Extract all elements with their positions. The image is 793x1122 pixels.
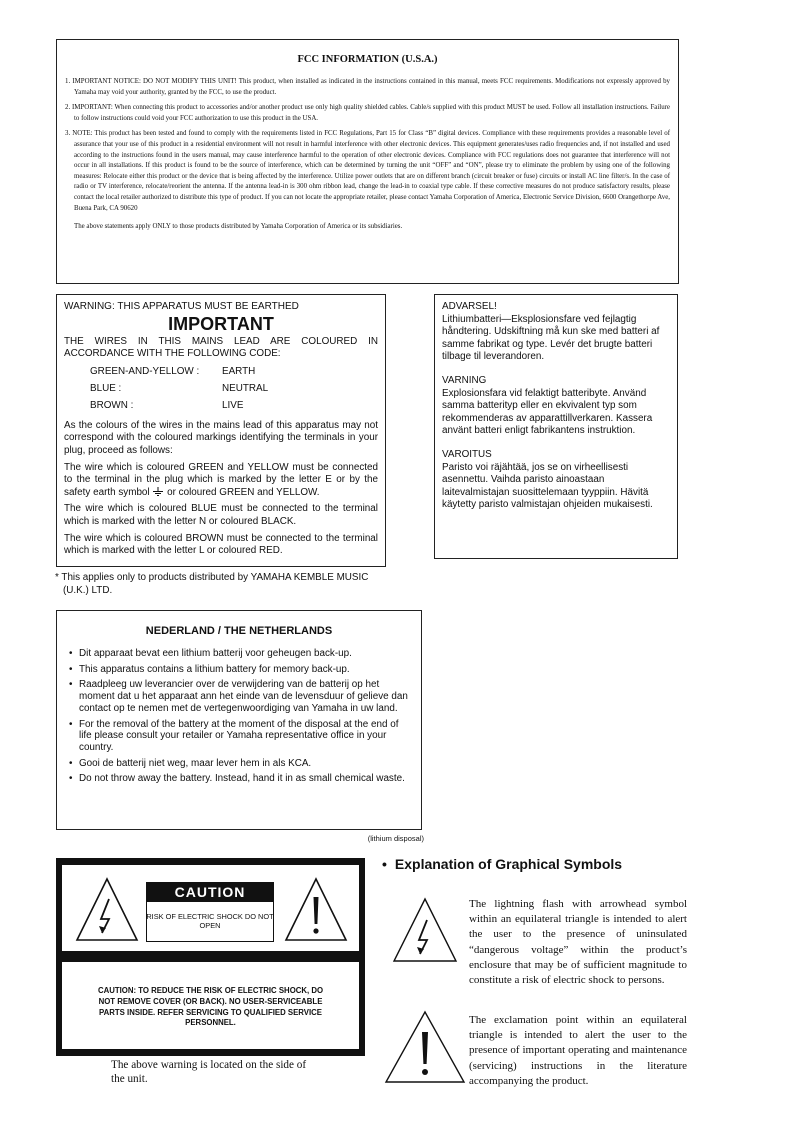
wire-para-4: The wire which is coloured BROWN must be connected to the terminal which is marked with the letter L or coloured RED.	[64, 532, 378, 557]
earthing-warning-title: WARNING: THIS APPARATUS MUST BE EARTHED	[64, 301, 299, 312]
earth-symbol-icon	[152, 487, 164, 496]
list-item: • Dit apparaat bevat een lithium batterij voor geheugen back-up.	[69, 648, 409, 660]
exclamation-triangle-icon	[384, 1010, 466, 1084]
caution-label-text: CAUTION: TO REDUCE THE RISK OF ELECTRIC SHOCK, DO NOT REMOVE COVER (OR BACK). NO USER-SERVICEABLE PARTS INSIDE. REFER SERVICING TO QUALIFIED SERVICE PERSONNEL.	[97, 986, 324, 1028]
wire-code-row	[90, 365, 268, 382]
wire-color: GREEN-AND-YELLOW :	[90, 365, 200, 377]
list-item: • Gooi de batterij niet weg, maar lever hem in als KCA.	[69, 758, 409, 770]
list-item: • For the removal of the battery at the moment of the disposal at the end of life please consult your retailer or Yamaha representative office in your country.	[69, 719, 409, 754]
important-heading: IMPORTANT	[168, 313, 274, 334]
wire-para-1: As the colours of the wires in the mains lead of this apparatus may not correspond with the coloured markings identifying the terminals in your plug, proceed as follows:	[64, 419, 378, 456]
caution-plate-subtitle: RISK OF ELECTRIC SHOCK DO NOT OPEN	[146, 912, 274, 930]
caution-label	[56, 858, 365, 1056]
swedish-warning	[442, 375, 670, 438]
netherlands-list	[69, 648, 409, 785]
wire-code-intro: THE WIRES IN THIS MAINS LEAD ARE COLOURED IN ACCORDANCE WITH THE FOLLOWING CODE:	[64, 335, 378, 360]
caution-label-top	[62, 865, 359, 951]
nordic-battery-warning-box	[434, 294, 678, 559]
earthing-warning-box	[56, 294, 386, 567]
danish-warning	[442, 301, 670, 364]
wire-code-row	[90, 399, 268, 416]
fcc-item-1: 1. IMPORTANT NOTICE: DO NOT MODIFY THIS UNIT! This product, when installed as indicated in the instructions contained in this manual, meets FCC requirements. Modifications not expressly approved by Yamaha may void your authority, granted by the FCC, to use the product.	[65, 78, 670, 96]
lithium-disposal-caption: (lithium disposal)	[367, 834, 424, 843]
lightning-triangle-icon	[75, 877, 139, 943]
wire-color: BLUE :	[90, 382, 122, 394]
list-item: • Raadpleeg uw leverancier over de verwijdering van de batterij op het moment dat u het apparaat ann het einde van de levensduur of gelieve dan contact op te nemen met de vertegenwoordiging van Yamaha in uw land.	[69, 679, 409, 714]
exclamation-symbol-explanation: The exclamation point within an equilateral triangle is intended to alert the user to the presence of important operating and maintenance (servicing) instructions in the literature accompanying the product.	[469, 1014, 687, 1087]
wire-color: BROWN :	[90, 399, 134, 411]
uk-footnote: * This applies only to products distributed by YAMAHA KEMBLE MUSIC (U.K.) LTD.	[55, 572, 369, 596]
wire-para-2	[64, 462, 378, 500]
finnish-text: Paristo voi räjähtää, jos se on virheellisesti asennettu. Vaihda paristo ainoastaan laitevalmistajan suosittelemaan tyyppiin. Hävitä käytetty paristo valmistajan ohjeiden mukaisesti.	[442, 461, 653, 511]
list-item: • Do not throw away the battery. Instead, hand it in as small chemical waste.	[69, 773, 409, 785]
lightning-triangle-icon	[392, 897, 458, 963]
caution-plate-title: CAUTION	[146, 882, 274, 902]
wire-para-2b: or coloured GREEN and YELLOW.	[167, 486, 320, 498]
danish-title: ADVARSEL!	[442, 301, 497, 312]
warning-location-note: The above warning is located on the side of the unit.	[111, 1059, 307, 1085]
wire-para-3: The wire which is coloured BLUE must be connected to the terminal which is marked with the letter N or coloured BLACK.	[64, 503, 378, 527]
graphical-symbols-title: Explanation of Graphical Symbols	[394, 856, 623, 872]
fcc-item-3: 3. NOTE: This product has been tested and found to comply with the requirements listed in FCC Regulations, Part 15 for Class “B” digital devices. Compliance with these requirements provides a reasonable level of assurance that your use of this product in a residential environment will not result in harmful interference with other electronic devices. This equipment generates/uses radio frequencies and, if not installed and used according to the instructions found in the users manual, may cause interference harmful to the operation of other electronic devices. Compliance with FCC regulations does not guarantee that interference will not occur in all installations. If this product is found to be the source of interference, which can be determined by turning the unit “OFF” and “ON”, please try to eliminate the problem by using one of the following measures: Relocate either this product or the device that is being affected by the interference. Utilize power outlets that are on different branch (circuit breaker or fuse) circuits or install AC line filter/s. In the case of radio or TV interference, relocate/reorient the antenna. If the antenna lead-in is 300 ohm ribbon lead, change the lead-in to coaxial type cable. If these corrective measures do not produce satisfactory results, please contact the local retailer authorized to distribute this type of product. If you can not locate the appropriate retailer, please contact Yamaha Corporation of America, Electronic Service Division, 6600 Orangethorpe Ave, Buena Park, CA 90620	[65, 130, 670, 212]
wire-meaning: LIVE	[222, 399, 244, 411]
lightning-symbol-explanation: The lightning flash with arrowhead symbol within an equilateral triangle is intended to alert the user to the presence of uninsulated “dangerous voltage” within the product’s enclosure that may be of sufficient magnitude to constitute a risk of electric shock to persons.	[469, 898, 687, 987]
list-item: • This apparatus contains a lithium battery for memory back-up.	[69, 664, 409, 676]
wire-meaning: NEUTRAL	[222, 382, 269, 394]
finnish-title: VAROITUS	[442, 448, 492, 460]
fcc-title: FCC INFORMATION (U.S.A.)	[297, 54, 438, 65]
fcc-item-2: 2. IMPORTANT: When connecting this product to accessories and/or another product use only high quality shielded cables. Cable/s supplied with this product MUST be used. Follow all installation instructions. Failure to follow instructions could void your FCC authorization to use this product in the USA.	[65, 104, 670, 122]
swedish-title: VARNING	[442, 374, 487, 386]
exclamation-triangle-icon	[284, 877, 348, 943]
netherlands-battery-box	[56, 610, 422, 830]
wire-code-row	[90, 382, 268, 399]
swedish-text: Explosionsfara vid felaktigt batteribyte. Använd samma batterityp eller en ekvivalent typ som rekommenderas av apparattillverkaren. Kassera använt batteri enligt fabrikantens instruktion.	[442, 387, 653, 437]
graphical-symbols-heading	[382, 856, 622, 872]
wire-meaning: EARTH	[222, 365, 256, 377]
caution-label-bottom	[62, 962, 359, 1049]
fcc-information-box	[56, 39, 679, 284]
danish-text: Lithiumbatteri—Eksplosionsfare ved fejlagtig håndtering. Udskiftning må kun ske med batteri af samme fabrikat og type. Levér det brugte batteri tilbage til leverandoren.	[442, 313, 660, 363]
wire-code-table	[90, 365, 268, 416]
fcc-note: The above statements apply ONLY to those products distributed by Yamaha Corporation of America or its subsidiaries.	[74, 223, 403, 231]
finnish-warning	[442, 449, 670, 512]
netherlands-title: NEDERLAND / THE NETHERLANDS	[145, 625, 333, 637]
bullet-icon: •	[382, 856, 387, 872]
wire-para-2a: The wire which is coloured GREEN and YELLOW must be connected to the terminal in the plug which is marked by the letter E or by the safety earth symbol	[64, 461, 378, 498]
